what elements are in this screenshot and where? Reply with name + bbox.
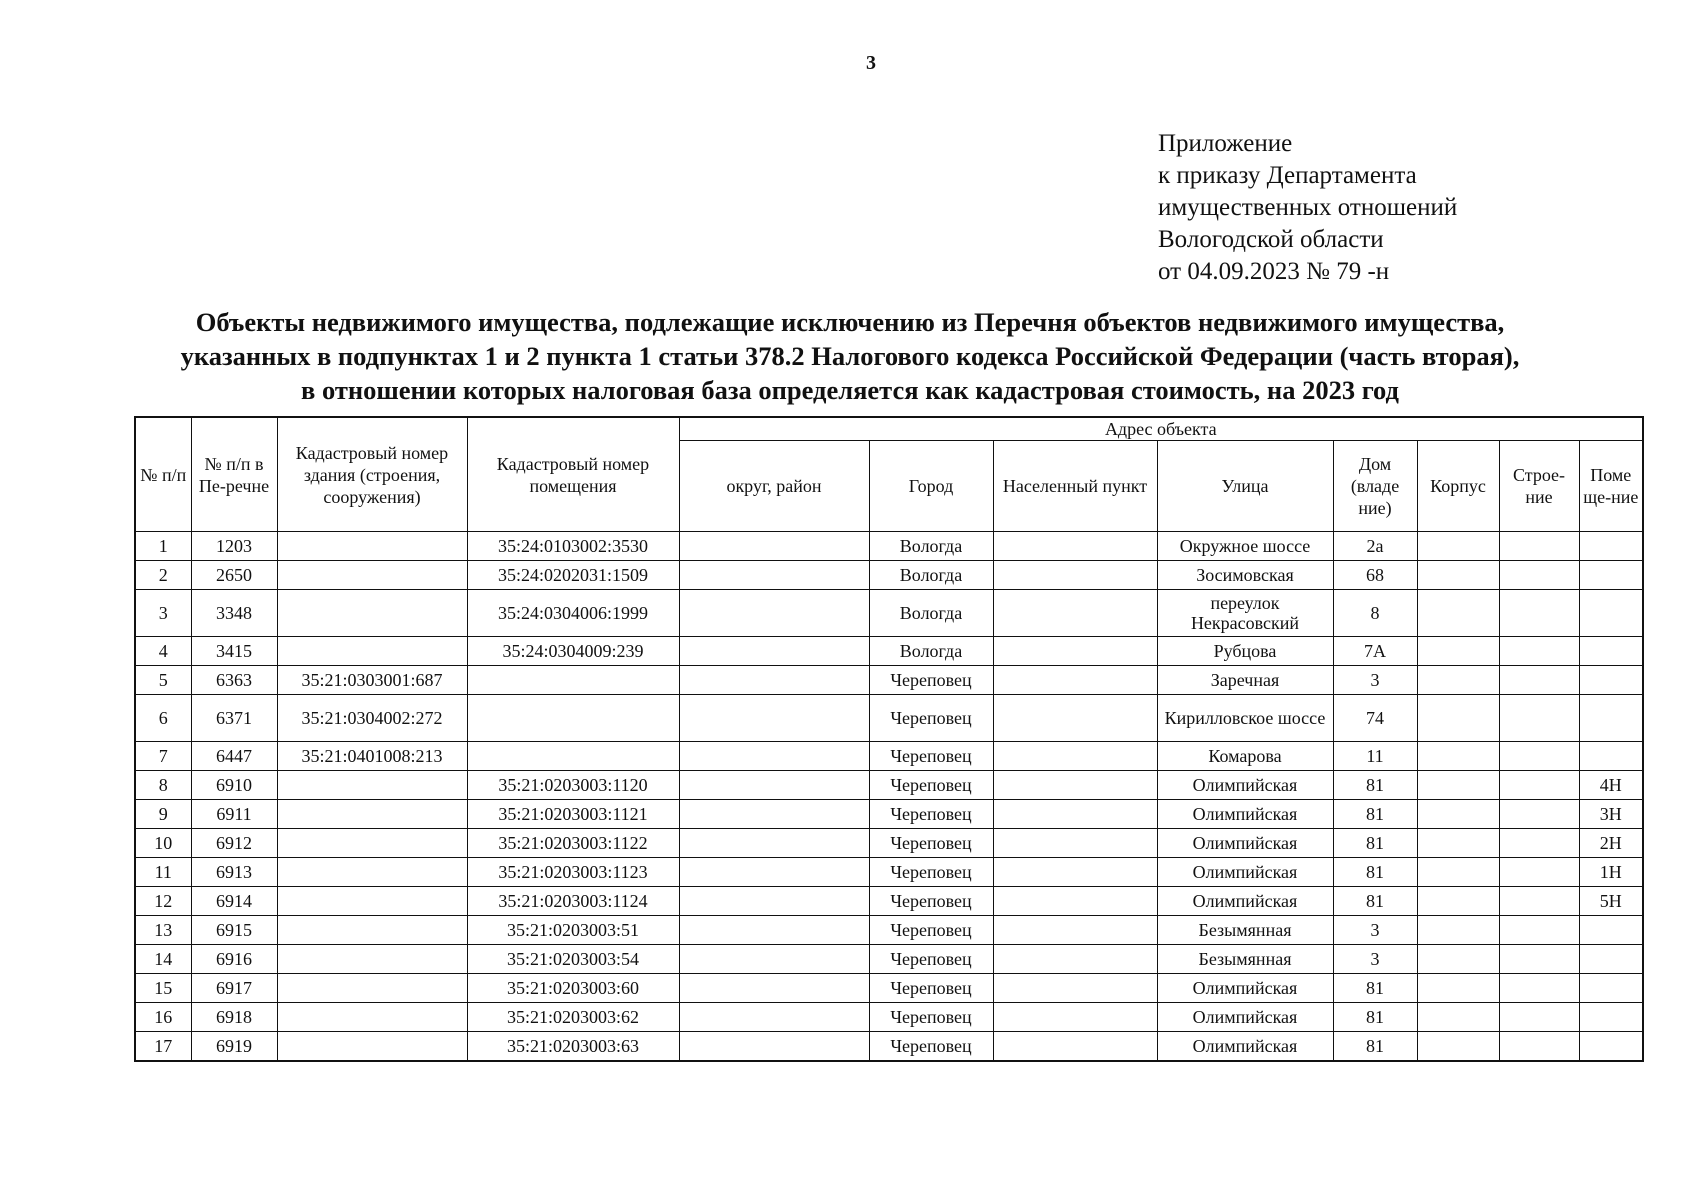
- cell-locality: [993, 742, 1157, 771]
- header-address-group: Адрес объекта: [679, 417, 1643, 441]
- cell-okrug: [679, 637, 869, 666]
- cell-stroenie: [1499, 590, 1579, 637]
- cell-korpus: [1417, 637, 1499, 666]
- cell-num: 5: [135, 666, 191, 695]
- cell-room-cadastral: 35:21:0203003:1121: [467, 800, 679, 829]
- cell-building-cadastral: [277, 974, 467, 1003]
- cell-okrug: [679, 945, 869, 974]
- cell-okrug: [679, 1032, 869, 1062]
- objects-table: [134, 416, 1644, 1062]
- cell-list-num: 1203: [191, 532, 277, 561]
- cell-house: 81: [1333, 1003, 1417, 1032]
- cell-building-cadastral: [277, 771, 467, 800]
- cell-korpus: [1417, 771, 1499, 800]
- cell-building-cadastral: [277, 637, 467, 666]
- cell-street: Зосимовская: [1157, 561, 1333, 590]
- cell-stroenie: [1499, 771, 1579, 800]
- header-pomeshchenie: Поме ще-ние: [1579, 441, 1643, 532]
- header-house: Дом (владе ние): [1333, 441, 1417, 532]
- table-row: [135, 858, 1643, 887]
- cell-house: 3: [1333, 945, 1417, 974]
- cell-street: Олимпийская: [1157, 829, 1333, 858]
- cell-stroenie: [1499, 974, 1579, 1003]
- cell-stroenie: [1499, 916, 1579, 945]
- cell-locality: [993, 771, 1157, 800]
- cell-korpus: [1417, 887, 1499, 916]
- cell-locality: [993, 1032, 1157, 1062]
- cell-pomeshchenie: [1579, 561, 1643, 590]
- cell-street: Олимпийская: [1157, 1003, 1333, 1032]
- cell-locality: [993, 666, 1157, 695]
- cell-room-cadastral: 35:21:0203003:62: [467, 1003, 679, 1032]
- cell-street: Кирилловское шоссе: [1157, 695, 1333, 742]
- cell-okrug: [679, 771, 869, 800]
- cell-building-cadastral: [277, 1032, 467, 1062]
- cell-locality: [993, 945, 1157, 974]
- cell-city: Череповец: [869, 771, 993, 800]
- cell-street: Комарова: [1157, 742, 1333, 771]
- cell-pomeshchenie: 5Н: [1579, 887, 1643, 916]
- cell-city: Вологда: [869, 532, 993, 561]
- cell-room-cadastral: 35:21:0203003:1122: [467, 829, 679, 858]
- cell-list-num: 6914: [191, 887, 277, 916]
- cell-room-cadastral: 35:21:0203003:51: [467, 916, 679, 945]
- cell-room-cadastral: 35:24:0304006:1999: [467, 590, 679, 637]
- cell-room-cadastral: 35:24:0103002:3530: [467, 532, 679, 561]
- table-row: [135, 887, 1643, 916]
- cell-num: 13: [135, 916, 191, 945]
- cell-house: 68: [1333, 561, 1417, 590]
- cell-list-num: 6447: [191, 742, 277, 771]
- cell-city: Череповец: [869, 887, 993, 916]
- cell-building-cadastral: 35:21:0304002:272: [277, 695, 467, 742]
- cell-building-cadastral: [277, 887, 467, 916]
- cell-korpus: [1417, 532, 1499, 561]
- cell-list-num: 6915: [191, 916, 277, 945]
- cell-pomeshchenie: [1579, 590, 1643, 637]
- title-line: указанных в подпунктах 1 и 2 пункта 1 статьи 378.2 Налогового кодекса Российской Федерации (часть вторая),: [180, 341, 1520, 371]
- cell-stroenie: [1499, 561, 1579, 590]
- cell-num: 9: [135, 800, 191, 829]
- cell-street: Заречная: [1157, 666, 1333, 695]
- cell-city: Череповец: [869, 1003, 993, 1032]
- cell-locality: [993, 858, 1157, 887]
- cell-street: Олимпийская: [1157, 858, 1333, 887]
- cell-num: 3: [135, 590, 191, 637]
- cell-room-cadastral: 35:21:0203003:1124: [467, 887, 679, 916]
- header-list-num: № п/п в Пе-речне: [191, 417, 277, 532]
- cell-locality: [993, 974, 1157, 1003]
- cell-korpus: [1417, 742, 1499, 771]
- cell-house: 81: [1333, 771, 1417, 800]
- cell-stroenie: [1499, 887, 1579, 916]
- cell-pomeshchenie: 3Н: [1579, 800, 1643, 829]
- cell-okrug: [679, 561, 869, 590]
- table-row: [135, 561, 1643, 590]
- cell-okrug: [679, 742, 869, 771]
- cell-okrug: [679, 858, 869, 887]
- appendix-line: от 04.09.2023 № 79 -н: [1158, 258, 1390, 285]
- cell-stroenie: [1499, 1032, 1579, 1062]
- cell-street: Безымянная: [1157, 916, 1333, 945]
- cell-okrug: [679, 916, 869, 945]
- cell-korpus: [1417, 1003, 1499, 1032]
- cell-locality: [993, 637, 1157, 666]
- cell-house: 81: [1333, 829, 1417, 858]
- header-okrug: округ, район: [679, 441, 869, 532]
- cell-stroenie: [1499, 742, 1579, 771]
- cell-okrug: [679, 1003, 869, 1032]
- appendix-line: Вологодской области: [1158, 226, 1384, 253]
- table-row: [135, 1032, 1643, 1062]
- cell-street: Окружное шоссе: [1157, 532, 1333, 561]
- cell-stroenie: [1499, 666, 1579, 695]
- cell-okrug: [679, 887, 869, 916]
- cell-house: 81: [1333, 858, 1417, 887]
- cell-room-cadastral: 35:21:0203003:54: [467, 945, 679, 974]
- cell-pomeshchenie: [1579, 742, 1643, 771]
- cell-okrug: [679, 829, 869, 858]
- cell-pomeshchenie: 2Н: [1579, 829, 1643, 858]
- cell-room-cadastral: [467, 666, 679, 695]
- cell-pomeshchenie: 1Н: [1579, 858, 1643, 887]
- appendix-line: к приказу Департамента: [1158, 162, 1417, 189]
- cell-okrug: [679, 974, 869, 1003]
- cell-city: Череповец: [869, 695, 993, 742]
- cell-street: Олимпийская: [1157, 771, 1333, 800]
- cell-city: Череповец: [869, 858, 993, 887]
- cell-locality: [993, 561, 1157, 590]
- cell-room-cadastral: 35:21:0203003:60: [467, 974, 679, 1003]
- cell-locality: [993, 829, 1157, 858]
- cell-stroenie: [1499, 800, 1579, 829]
- cell-street: Безымянная: [1157, 945, 1333, 974]
- cell-building-cadastral: [277, 532, 467, 561]
- cell-pomeshchenie: [1579, 974, 1643, 1003]
- table-row: [135, 637, 1643, 666]
- cell-okrug: [679, 590, 869, 637]
- cell-stroenie: [1499, 858, 1579, 887]
- cell-building-cadastral: [277, 800, 467, 829]
- cell-korpus: [1417, 858, 1499, 887]
- cell-okrug: [679, 532, 869, 561]
- cell-num: 6: [135, 695, 191, 742]
- cell-pomeshchenie: [1579, 916, 1643, 945]
- cell-building-cadastral: [277, 858, 467, 887]
- cell-city: Вологда: [869, 561, 993, 590]
- cell-korpus: [1417, 945, 1499, 974]
- cell-list-num: 6910: [191, 771, 277, 800]
- cell-house: 81: [1333, 887, 1417, 916]
- cell-stroenie: [1499, 945, 1579, 974]
- cell-city: Череповец: [869, 974, 993, 1003]
- cell-house: 11: [1333, 742, 1417, 771]
- cell-room-cadastral: 35:21:0203003:1123: [467, 858, 679, 887]
- cell-house: 81: [1333, 800, 1417, 829]
- header-city: Город: [869, 441, 993, 532]
- cell-room-cadastral: 35:21:0203003:63: [467, 1032, 679, 1062]
- cell-num: 12: [135, 887, 191, 916]
- document-title: [120, 305, 1580, 407]
- header-num: № п/п: [135, 417, 191, 532]
- cell-building-cadastral: [277, 945, 467, 974]
- cell-building-cadastral: [277, 916, 467, 945]
- page-number: 3: [866, 52, 876, 74]
- cell-num: 8: [135, 771, 191, 800]
- cell-house: 74: [1333, 695, 1417, 742]
- cell-locality: [993, 532, 1157, 561]
- cell-building-cadastral: [277, 1003, 467, 1032]
- cell-list-num: 6913: [191, 858, 277, 887]
- cell-city: Череповец: [869, 829, 993, 858]
- cell-korpus: [1417, 800, 1499, 829]
- cell-street: Олимпийская: [1157, 800, 1333, 829]
- cell-list-num: 6916: [191, 945, 277, 974]
- cell-city: Череповец: [869, 945, 993, 974]
- cell-num: 10: [135, 829, 191, 858]
- table-row: [135, 590, 1643, 637]
- title-line: Объекты недвижимого имущества, подлежащие исключению из Перечня объектов недвижимого имущества,: [195, 307, 1505, 337]
- cell-street: Рубцова: [1157, 637, 1333, 666]
- cell-locality: [993, 1003, 1157, 1032]
- table-row: [135, 800, 1643, 829]
- header-street: Улица: [1157, 441, 1333, 532]
- cell-room-cadastral: [467, 742, 679, 771]
- cell-stroenie: [1499, 637, 1579, 666]
- cell-list-num: 6919: [191, 1032, 277, 1062]
- cell-building-cadastral: 35:21:0303001:687: [277, 666, 467, 695]
- cell-list-num: 6918: [191, 1003, 277, 1032]
- cell-pomeshchenie: [1579, 1003, 1643, 1032]
- cell-house: 81: [1333, 1032, 1417, 1062]
- cell-num: 15: [135, 974, 191, 1003]
- table-row: [135, 1003, 1643, 1032]
- cell-korpus: [1417, 974, 1499, 1003]
- cell-locality: [993, 695, 1157, 742]
- cell-room-cadastral: 35:24:0304009:239: [467, 637, 679, 666]
- cell-locality: [993, 916, 1157, 945]
- table-row: [135, 916, 1643, 945]
- table-row: [135, 945, 1643, 974]
- header-korpus: Корпус: [1417, 441, 1499, 532]
- cell-stroenie: [1499, 829, 1579, 858]
- cell-locality: [993, 590, 1157, 637]
- cell-korpus: [1417, 666, 1499, 695]
- cell-korpus: [1417, 561, 1499, 590]
- cell-locality: [993, 887, 1157, 916]
- header-locality: Населенный пункт: [993, 441, 1157, 532]
- cell-city: Череповец: [869, 742, 993, 771]
- cell-num: 17: [135, 1032, 191, 1062]
- cell-korpus: [1417, 590, 1499, 637]
- header-stroenie: Строе-ние: [1499, 441, 1579, 532]
- cell-street: Олимпийская: [1157, 1032, 1333, 1062]
- cell-house: 3: [1333, 916, 1417, 945]
- cell-pomeshchenie: [1579, 695, 1643, 742]
- appendix-block: [1158, 128, 1457, 288]
- cell-stroenie: [1499, 532, 1579, 561]
- cell-okrug: [679, 666, 869, 695]
- cell-room-cadastral: [467, 695, 679, 742]
- cell-num: 1: [135, 532, 191, 561]
- cell-list-num: 6371: [191, 695, 277, 742]
- cell-building-cadastral: [277, 561, 467, 590]
- cell-okrug: [679, 695, 869, 742]
- header-room-cadastral: Кадастровый номер помещения: [467, 417, 679, 532]
- cell-num: 2: [135, 561, 191, 590]
- cell-house: 3: [1333, 666, 1417, 695]
- cell-list-num: 2650: [191, 561, 277, 590]
- cell-korpus: [1417, 829, 1499, 858]
- cell-num: 4: [135, 637, 191, 666]
- table-row: [135, 695, 1643, 742]
- header-building-cadastral: Кадастровый номер здания (строения, сооружения): [277, 417, 467, 532]
- cell-house: 81: [1333, 974, 1417, 1003]
- table-row: [135, 974, 1643, 1003]
- cell-street: переулок Некрасовский: [1157, 590, 1333, 637]
- table-row: [135, 771, 1643, 800]
- cell-city: Череповец: [869, 1032, 993, 1062]
- cell-list-num: 3348: [191, 590, 277, 637]
- cell-num: 11: [135, 858, 191, 887]
- cell-city: Вологда: [869, 590, 993, 637]
- table-row: [135, 742, 1643, 771]
- title-line: в отношении которых налоговая база определяется как кадастровая стоимость, на 2023 год: [301, 375, 1399, 405]
- cell-pomeshchenie: 4Н: [1579, 771, 1643, 800]
- cell-city: Вологда: [869, 637, 993, 666]
- cell-pomeshchenie: [1579, 945, 1643, 974]
- appendix-line: имущественных отношений: [1158, 194, 1458, 221]
- cell-pomeshchenie: [1579, 1032, 1643, 1062]
- cell-list-num: 6911: [191, 800, 277, 829]
- cell-okrug: [679, 800, 869, 829]
- cell-room-cadastral: 35:24:0202031:1509: [467, 561, 679, 590]
- cell-city: Череповец: [869, 666, 993, 695]
- cell-pomeshchenie: [1579, 532, 1643, 561]
- cell-house: 2а: [1333, 532, 1417, 561]
- cell-pomeshchenie: [1579, 666, 1643, 695]
- cell-list-num: 6912: [191, 829, 277, 858]
- cell-stroenie: [1499, 1003, 1579, 1032]
- table-row: [135, 666, 1643, 695]
- cell-street: Олимпийская: [1157, 887, 1333, 916]
- cell-list-num: 6363: [191, 666, 277, 695]
- cell-room-cadastral: 35:21:0203003:1120: [467, 771, 679, 800]
- appendix-line: Приложение: [1158, 130, 1293, 157]
- cell-stroenie: [1499, 695, 1579, 742]
- cell-num: 14: [135, 945, 191, 974]
- cell-korpus: [1417, 695, 1499, 742]
- table-row: [135, 532, 1643, 561]
- cell-street: Олимпийская: [1157, 974, 1333, 1003]
- cell-building-cadastral: [277, 829, 467, 858]
- cell-list-num: 3415: [191, 637, 277, 666]
- cell-num: 16: [135, 1003, 191, 1032]
- table-row: [135, 829, 1643, 858]
- cell-num: 7: [135, 742, 191, 771]
- cell-city: Череповец: [869, 800, 993, 829]
- cell-list-num: 6917: [191, 974, 277, 1003]
- cell-house: 7А: [1333, 637, 1417, 666]
- cell-locality: [993, 800, 1157, 829]
- cell-house: 8: [1333, 590, 1417, 637]
- cell-building-cadastral: 35:21:0401008:213: [277, 742, 467, 771]
- cell-pomeshchenie: [1579, 637, 1643, 666]
- cell-building-cadastral: [277, 590, 467, 637]
- cell-city: Череповец: [869, 916, 993, 945]
- cell-korpus: [1417, 916, 1499, 945]
- cell-korpus: [1417, 1032, 1499, 1062]
